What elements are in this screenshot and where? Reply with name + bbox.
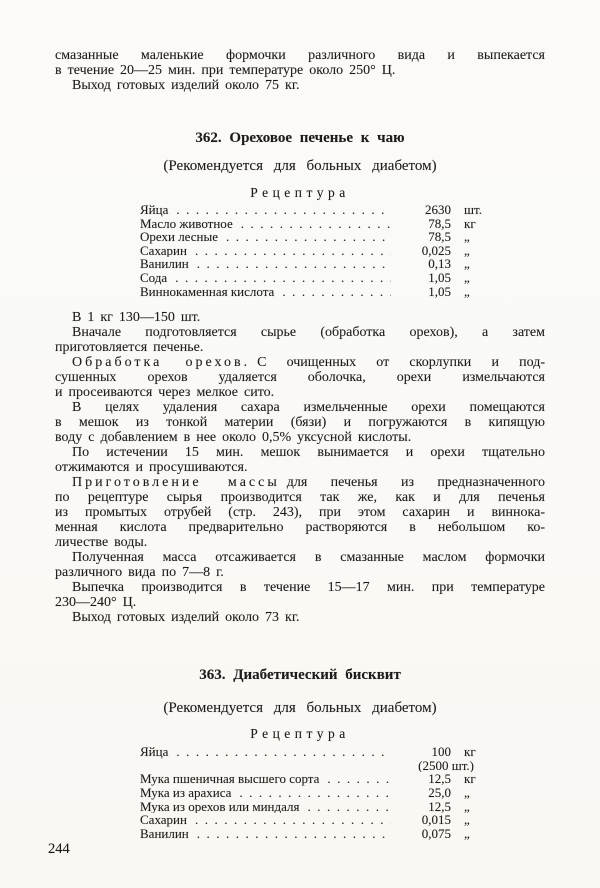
ingredient-row <box>140 271 490 285</box>
dot-leader <box>168 203 391 217</box>
body-line-text: 230—240° Ц. <box>55 595 137 611</box>
ingredient-row <box>140 745 490 759</box>
ingredient-unit: кг <box>464 745 476 759</box>
intro-line-text: в течение 20—25 мин. при температуре около 250° Ц. <box>55 63 396 78</box>
ingredient-value: 100 <box>431 745 451 759</box>
body-line-text: воду с добавлением в нее около 0,5% уксусной кислоты. <box>55 430 412 446</box>
intro-line <box>55 78 545 93</box>
body-line <box>55 565 545 580</box>
recipe-362-subheading: (Рекомендуется для больных диабетом) <box>163 158 437 174</box>
body-line-text: в мешок из тонкой материи (бязи) и погружаются в кипящую <box>55 415 545 431</box>
ingredient-value: 78,5 <box>428 230 451 244</box>
ingredient-name: Мука пшеничная высшего сорта <box>140 772 320 786</box>
body-line-text: В целях удаления сахара измельченные орехи помещаются <box>72 400 545 416</box>
body-line-text: Выпечка производится в течение 15—17 мин. при температуре <box>72 580 545 596</box>
ingredient-row <box>140 244 490 258</box>
body-line-text: Полученная масса отсаживается в смазанные маслом формочки <box>72 550 545 566</box>
ingredient-value: 0,025 <box>421 243 451 258</box>
ingredient-value: 78,5 <box>428 216 451 231</box>
recipe-362-table-caption: Рецептура <box>250 185 350 200</box>
ingredient-value: 1,05 <box>428 284 451 299</box>
body-line <box>55 445 545 460</box>
body-line <box>55 400 545 415</box>
ingredient-row <box>140 203 490 217</box>
body-line-text: менная кислота предварительно растворяются в небольшом ко- <box>55 520 545 536</box>
ingredient-value: 2630 <box>425 203 451 217</box>
body-line-text: С очищенных от скорлупки и под- <box>257 355 545 371</box>
ingredient-unit: „ <box>464 284 470 299</box>
ingredient-row <box>140 285 490 299</box>
ingredient-name: Яйца <box>140 203 169 217</box>
recipe-363-table-caption: Рецептура <box>250 726 350 742</box>
body-line-text: из промытых отрубей (стр. 243), при этом сахарин и виннока- <box>55 505 545 521</box>
body-line <box>55 430 545 445</box>
ingredient-row <box>140 257 490 271</box>
dot-leader <box>218 230 391 244</box>
ingredient-row <box>140 813 490 827</box>
ingredient-unit: „ <box>464 785 470 800</box>
body-line-emphasis: Обработка орехов. <box>72 355 251 371</box>
body-line <box>55 580 545 595</box>
ingredient-row <box>140 800 490 814</box>
ingredient-unit: „ <box>464 230 470 244</box>
ingredient-name: Сода <box>140 270 168 285</box>
ingredient-unit: „ <box>464 270 470 285</box>
ingredient-unit: кг <box>464 216 476 231</box>
body-line-text: В 1 кг 130—150 шт. <box>72 310 201 326</box>
body-line <box>55 490 545 505</box>
recipe-362-ingredients-table <box>140 203 490 298</box>
body-line-text: отжимаются и просушиваются. <box>55 460 248 476</box>
ingredient-unit: „ <box>464 813 470 827</box>
body-line-text: различного вида по 7—8 г. <box>55 565 224 581</box>
ingredient-unit: „ <box>464 257 470 271</box>
recipe-362-body <box>55 310 545 625</box>
ingredient-value: 1,05 <box>428 270 451 285</box>
dot-leader <box>168 745 391 759</box>
ingredient-name: Масло животное <box>140 216 233 231</box>
recipe-362-heading: 362. Ореховое печенье к чаю <box>195 130 405 146</box>
body-line <box>55 505 545 520</box>
dot-leader <box>187 244 391 258</box>
dot-leader <box>319 772 391 786</box>
body-line <box>55 325 545 340</box>
dot-leader <box>274 285 391 299</box>
intro-line-text: Выход готовых изделий около 75 кг. <box>72 78 300 93</box>
recipe-363-heading: 363. Диабетический бисквит <box>199 667 401 684</box>
ingredient-name: Мука из арахиса <box>140 785 232 800</box>
body-line <box>55 415 545 430</box>
ingredient-row <box>140 772 490 786</box>
ingredient-unit: кг <box>464 772 476 786</box>
body-line-text: для печенья из предназначенного <box>286 475 545 491</box>
body-line <box>55 355 545 370</box>
ingredient-name: Ванилин <box>140 257 189 271</box>
ingredient-row <box>140 217 490 231</box>
body-line <box>55 595 545 610</box>
body-line-text: и просеиваются через мелкое сито. <box>55 385 275 401</box>
body-line <box>55 520 545 535</box>
body-line-text: По истечении 15 мин. мешок вынимается и орехи тщательно <box>72 445 545 461</box>
ingredient-row-note <box>140 759 490 773</box>
body-line <box>55 370 545 385</box>
page-number: 244 <box>48 841 70 857</box>
ingredient-unit: шт. <box>464 203 482 217</box>
ingredient-name: Орехи лесные <box>140 230 219 244</box>
body-line-text: приготовляется печенье. <box>55 340 204 356</box>
ingredient-value: 25,0 <box>428 785 451 800</box>
ingredient-row <box>140 230 490 244</box>
body-line <box>55 610 545 625</box>
ingredient-unit: „ <box>464 243 470 258</box>
ingredient-value: 12,5 <box>428 799 451 814</box>
ingredient-value: 12,5 <box>428 772 451 786</box>
recipe-363-subheading: (Рекомендуется для больных диабетом) <box>163 700 437 717</box>
ingredient-name: Мука из орехов или миндаля <box>140 799 300 814</box>
intro-line <box>55 63 545 78</box>
body-line-emphasis: Приготовление массы <box>72 475 280 491</box>
body-line <box>55 340 545 355</box>
ingredient-name: Ванилин <box>140 826 189 841</box>
body-line <box>55 475 545 490</box>
ingredient-row <box>140 786 490 800</box>
intro-line <box>55 48 545 63</box>
body-line-text: сушенных орехов удаляется оболочка, орехи измельчаются <box>55 370 545 386</box>
ingredient-value: 0,015 <box>421 813 451 827</box>
ingredient-row <box>140 827 490 841</box>
dot-leader <box>189 827 391 841</box>
body-line-text: Вначале подготовляется сырье (обработка орехов), а затем <box>72 325 545 341</box>
text-block <box>55 48 545 840</box>
intro-line-text: смазанные маленькие формочки различного вида и выпекается <box>55 48 545 63</box>
dot-leader <box>233 217 391 231</box>
ingredient-unit: „ <box>464 826 470 841</box>
body-line-text: Выход готовых изделий около 73 кг. <box>72 610 300 626</box>
body-line <box>55 460 545 475</box>
body-line-text: по рецептуре сырья производится так же, как и для печенья <box>55 490 545 506</box>
ingredient-name: Сахарин <box>140 813 187 827</box>
dot-leader <box>189 257 391 271</box>
ingredient-name: Сахарин <box>140 243 187 258</box>
body-line <box>55 550 545 565</box>
recipe-363-ingredients-table <box>140 745 490 840</box>
body-line <box>55 385 545 400</box>
dot-leader <box>187 813 391 827</box>
dot-leader <box>299 800 391 814</box>
ingredient-value: 0,075 <box>421 826 451 841</box>
body-line-text: личестве воды. <box>55 535 148 551</box>
ingredient-value-note: (2500 шт.) <box>418 758 474 773</box>
ingredient-name: Яйца <box>140 745 169 759</box>
ingredient-unit: „ <box>464 799 470 814</box>
ingredient-value: 0,13 <box>428 257 451 271</box>
body-line <box>55 310 545 325</box>
ingredient-name: Виннокаменная кислота <box>140 284 275 299</box>
dot-leader <box>167 271 391 285</box>
dot-leader <box>231 786 391 800</box>
body-line <box>55 535 545 550</box>
